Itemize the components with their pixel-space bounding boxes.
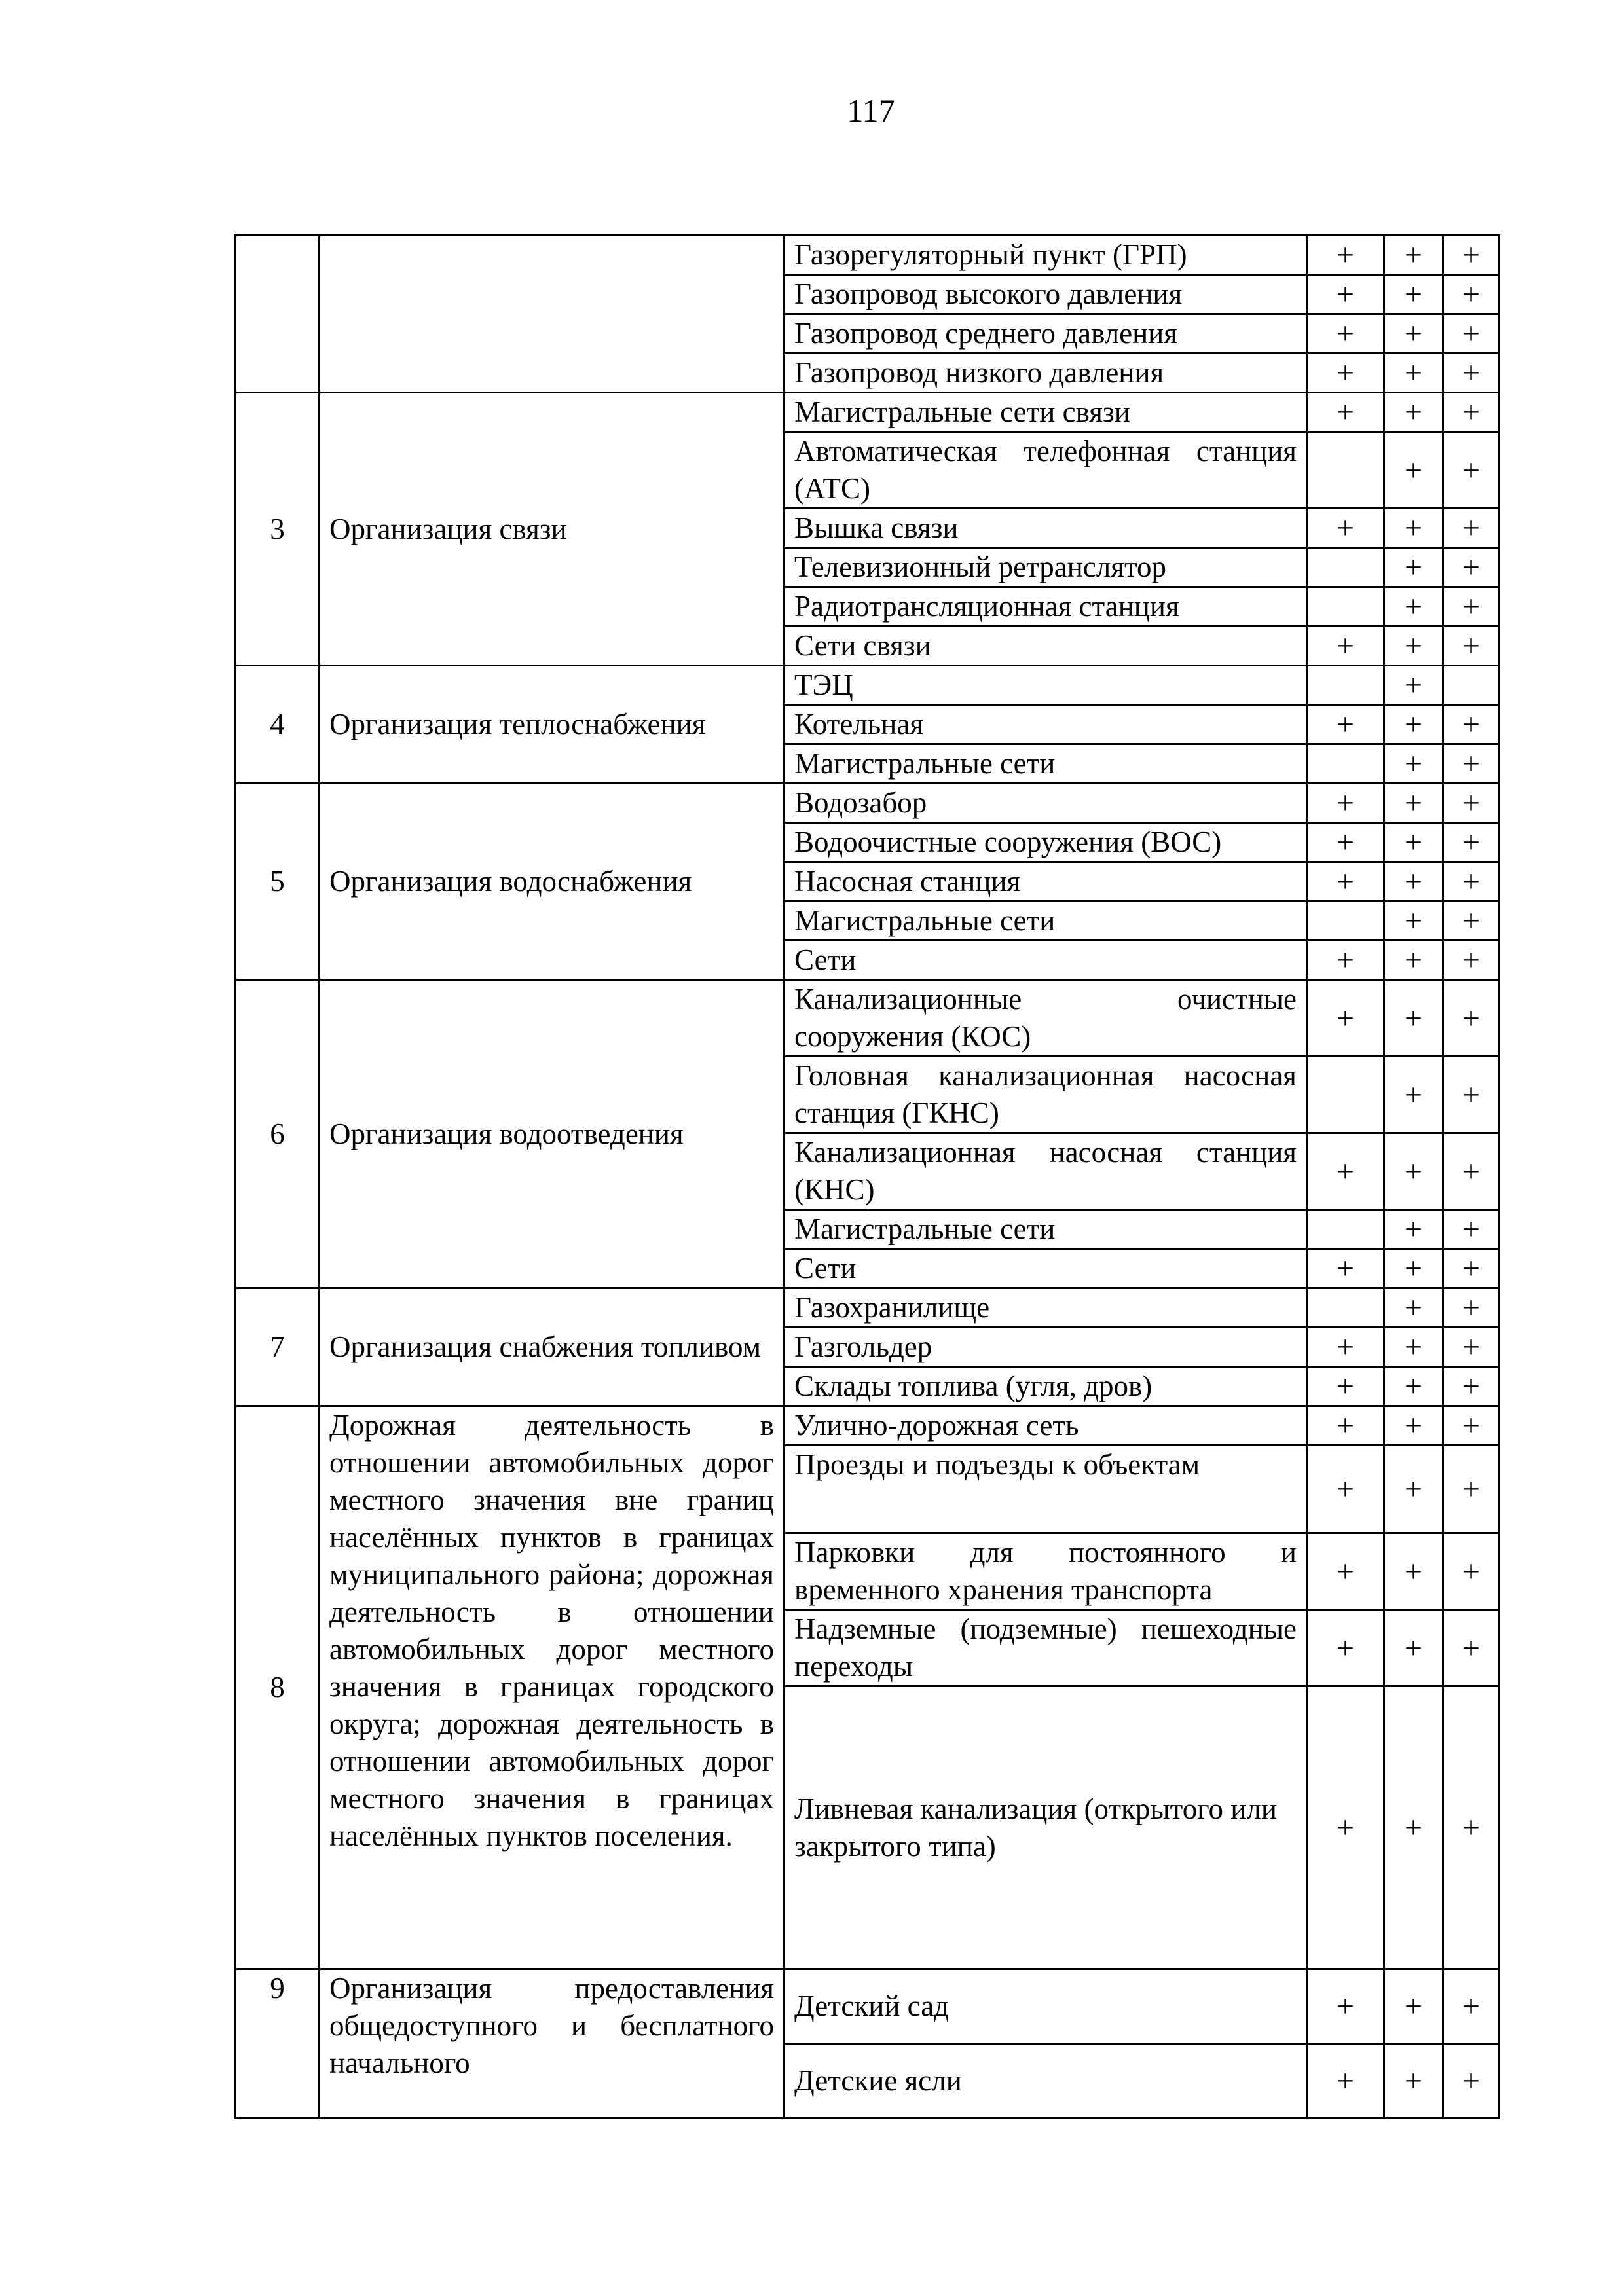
mark-cell [1307,1210,1384,1249]
mark-cell: + [1384,548,1443,587]
section-number: 3 [236,393,320,666]
mark-cell: + [1384,744,1443,784]
object-name: Газопровод среднего давления [784,314,1307,354]
table-row [236,666,1500,705]
object-name: Газорегуляторный пункт (ГРП) [784,236,1307,275]
mark-cell: + [1443,1210,1500,1249]
mark-cell: + [1384,587,1443,627]
mark-cell: + [1443,627,1500,666]
object-name: Надземные (подземные) пешеходные переходы [784,1610,1307,1686]
section-number: 6 [236,980,320,1288]
object-name: Детские ясли [784,2044,1307,2119]
mark-cell: + [1443,1686,1500,1969]
mark-cell: + [1443,1057,1500,1133]
section-number: 5 [236,784,320,980]
table-row [236,784,1500,823]
mark-cell: + [1384,902,1443,941]
mark-cell: + [1384,980,1443,1057]
mark-cell: + [1307,1686,1384,1969]
mark-cell: + [1443,980,1500,1057]
mark-cell: + [1443,509,1500,548]
mark-cell: + [1443,1288,1500,1328]
mark-cell: + [1307,236,1384,275]
organization-name: Организация водоотведения [320,980,784,1288]
mark-cell: + [1307,314,1384,354]
object-name: Канализационная насосная станция (КНС) [784,1133,1307,1210]
object-name: Склады топлива (угля, дров) [784,1367,1307,1406]
object-name: Детский сад [784,1969,1307,2044]
organization-name: Дорожная деятельность в отношении автомобильных дорог местного значения вне границ населённых пунктов в границах муниципального района; дорожная деятельность в отношении автомобильных дорог местного значения в границах городского округа; дорожная деятельность в отношении автомобильных дорог местного значения в границах населённых пунктов поселения. [320,1406,784,1969]
mark-cell: + [1384,236,1443,275]
object-name: Котельная [784,705,1307,744]
mark-cell: + [1384,941,1443,980]
mark-cell: + [1443,1133,1500,1210]
mark-cell: + [1443,2044,1500,2119]
mark-cell: + [1443,1367,1500,1406]
mark-cell: + [1443,1328,1500,1367]
object-name: ТЭЦ [784,666,1307,705]
organization-name: Организация снабжения топливом [320,1288,784,1406]
mark-cell: + [1307,705,1384,744]
mark-cell: + [1443,941,1500,980]
mark-cell: + [1443,314,1500,354]
mark-cell: + [1443,1446,1500,1533]
mark-cell: + [1384,393,1443,432]
mark-cell: + [1307,980,1384,1057]
mark-cell: + [1307,1249,1384,1288]
object-name: Сети связи [784,627,1307,666]
mark-cell: + [1384,1969,1443,2044]
mark-cell: + [1443,784,1500,823]
page-number: 117 [847,92,895,129]
mark-cell: + [1443,1406,1500,1446]
object-name: Газопровод высокого давления [784,275,1307,314]
mark-cell: + [1384,1533,1443,1610]
table-row [236,1969,1500,2044]
mark-cell: + [1443,1610,1500,1686]
mark-cell: + [1384,1210,1443,1249]
object-name: Улично-дорожная сеть [784,1406,1307,1446]
object-name: Ливневая канализация (открытого или закрытого типа) [784,1686,1307,1969]
mark-cell: + [1307,354,1384,393]
section-number: 8 [236,1406,320,1969]
objects-table [234,234,1500,2119]
mark-cell: + [1443,275,1500,314]
mark-cell: + [1307,862,1384,902]
section-number: 9 [236,1969,320,2119]
mark-cell: + [1307,509,1384,548]
mark-cell: + [1384,784,1443,823]
mark-cell: + [1443,862,1500,902]
table-row [236,393,1500,432]
object-name: Магистральные сети [784,1210,1307,1249]
table-row [236,1406,1500,1446]
organization-name: Организация предоставления общедоступного и бесплатного начального [320,1969,784,2119]
mark-cell: + [1443,902,1500,941]
mark-cell: + [1384,1057,1443,1133]
mark-cell: + [1384,354,1443,393]
object-name: Сети [784,1249,1307,1288]
mark-cell: + [1307,823,1384,862]
mark-cell: + [1384,1249,1443,1288]
mark-cell: + [1443,393,1500,432]
mark-cell: + [1443,548,1500,587]
mark-cell: + [1307,1446,1384,1533]
object-name: Головная канализационная насосная станция (ГКНС) [784,1057,1307,1133]
mark-cell: + [1443,744,1500,784]
mark-cell: + [1443,705,1500,744]
section-number: 7 [236,1288,320,1406]
table-row [236,236,1500,275]
table-row [236,980,1500,1057]
organization-name: Организация теплоснабжения [320,666,784,784]
mark-cell [1307,1057,1384,1133]
object-name: Газохранилище [784,1288,1307,1328]
mark-cell: + [1384,705,1443,744]
object-name: Водоочистные сооружения (ВОС) [784,823,1307,862]
mark-cell: + [1443,1533,1500,1610]
mark-cell [1307,1288,1384,1328]
mark-cell: + [1443,432,1500,509]
object-name: Автоматическая телефонная станция (АТС) [784,432,1307,509]
mark-cell: + [1307,1406,1384,1446]
object-name: Насосная станция [784,862,1307,902]
mark-cell: + [1307,275,1384,314]
mark-cell: + [1384,1610,1443,1686]
mark-cell: + [1443,587,1500,627]
mark-cell [1307,432,1384,509]
mark-cell: + [1307,393,1384,432]
object-name: Магистральные сети [784,744,1307,784]
section-number: 4 [236,666,320,784]
mark-cell: + [1384,275,1443,314]
mark-cell: + [1384,1406,1443,1446]
object-name: Канализационные очистные сооружения (КОС) [784,980,1307,1057]
mark-cell [1443,666,1500,705]
mark-cell: + [1307,941,1384,980]
mark-cell: + [1384,1686,1443,1969]
mark-cell: + [1384,1133,1443,1210]
mark-cell: + [1384,432,1443,509]
organization-name: Организация связи [320,393,784,666]
mark-cell: + [1307,1367,1384,1406]
mark-cell [1307,744,1384,784]
object-name: Водозабор [784,784,1307,823]
mark-cell: + [1443,354,1500,393]
mark-cell: + [1384,2044,1443,2119]
object-name: Парковки для постоянного и временного хранения транспорта [784,1533,1307,1610]
mark-cell: + [1384,1288,1443,1328]
mark-cell: + [1443,236,1500,275]
mark-cell [1307,548,1384,587]
mark-cell: + [1307,627,1384,666]
object-name: Магистральные сети связи [784,393,1307,432]
mark-cell: + [1384,1367,1443,1406]
mark-cell: + [1384,314,1443,354]
mark-cell: + [1307,1133,1384,1210]
mark-cell [1307,587,1384,627]
mark-cell [1307,902,1384,941]
object-name: Магистральные сети [784,902,1307,941]
object-name: Газгольдер [784,1328,1307,1367]
mark-cell: + [1307,784,1384,823]
object-name: Телевизионный ретранслятор [784,548,1307,587]
mark-cell: + [1384,627,1443,666]
object-name: Радиотрансляционная станция [784,587,1307,627]
section-number [236,236,320,393]
mark-cell: + [1384,1446,1443,1533]
object-name: Вышка связи [784,509,1307,548]
mark-cell: + [1443,1969,1500,2044]
mark-cell: + [1384,1328,1443,1367]
mark-cell: + [1384,823,1443,862]
mark-cell: + [1307,1610,1384,1686]
table-row [236,1288,1500,1328]
mark-cell: + [1307,1533,1384,1610]
mark-cell: + [1384,509,1443,548]
mark-cell: + [1307,2044,1384,2119]
mark-cell [1307,666,1384,705]
organization-name: Организация водоснабжения [320,784,784,980]
mark-cell: + [1384,666,1443,705]
object-name: Сети [784,941,1307,980]
mark-cell: + [1307,1969,1384,2044]
object-name: Проезды и подъезды к объектам [784,1446,1307,1533]
mark-cell: + [1384,862,1443,902]
mark-cell: + [1443,1249,1500,1288]
mark-cell: + [1307,1328,1384,1367]
mark-cell: + [1443,823,1500,862]
object-name: Газопровод низкого давления [784,354,1307,393]
organization-name [320,236,784,393]
